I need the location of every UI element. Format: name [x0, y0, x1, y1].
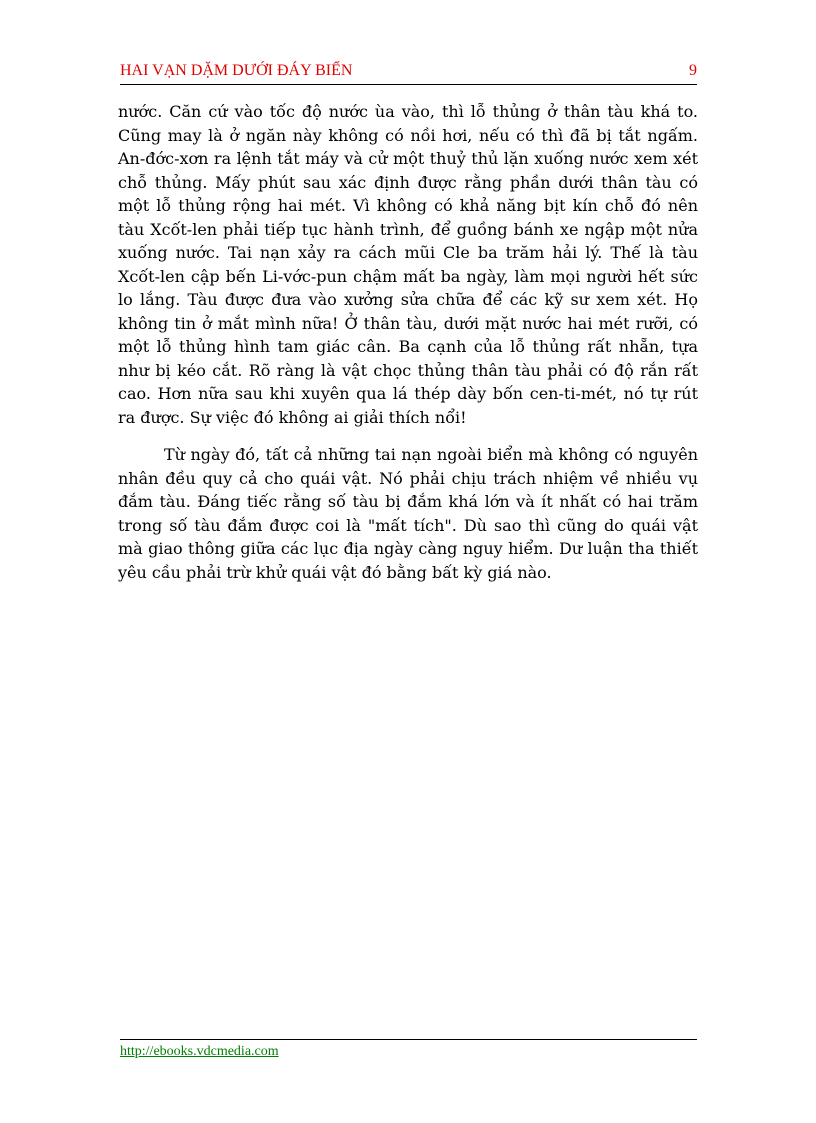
book-title: HAI VẠN DẶM DƯỚI ĐÁY BIỂN: [120, 62, 353, 79]
footer-link[interactable]: http://ebooks.vdcmedia.com: [120, 1044, 279, 1059]
paragraph-1: nước. Căn cứ vào tốc độ nước ùa vào, thì lỗ thủng ở thân tàu khá to. Cũng may là ở ngăn này không có nồi hơi, nếu có thì đã bị tắt ngấm. An-đớc-xơn ra lệnh tắt máy và cử một thuỷ thủ lặn xuống nước xem xét chỗ thủng. Mấy phút sau xác định được rằng phần dưới thân tàu có một lỗ thủng rộng hai mét. Vì không có khả năng bịt kín chỗ đó nên tàu Xcốt-len phải tiếp tục hành trình, để guồng bánh xe ngập một nửa xuống nước. Tai nạn xảy ra cách mũi Cle ba trăm hải lý. Thế là tàu Xcốt-len cập bến Li-vớc-pun chậm mất ba ngày, làm mọi người hết sức lo lắng. Tàu được đưa vào xưởng sửa chữa để các kỹ sư xem xét. Họ không tin ở mắt mình nữa! Ở thân tàu, dưới mặt nước hai mét rưỡi, có một lỗ thủng hình tam giác cân. Ba cạnh của lỗ thủng rất nhẵn, tựa như bị kéo cắt. Rõ ràng là vật chọc thủng thân tàu phải có độ rắn rất cao. Hơn nữa sau khi xuyên qua lá thép dày bốn cen-ti-mét, nó tự rút ra được. Sự việc đó không ai giải thích nổi!: [118, 102, 698, 427]
page-number: 9: [689, 62, 697, 79]
paragraph-2: Từ ngày đó, tất cả những tai nạn ngoài biển mà không có nguyên nhân đều quy cả cho quái vật. Nó phải chịu trách nhiệm về nhiều vụ đắm tàu. Đáng tiếc rằng số tàu bị đắm khá lớn và ít nhất có hai trăm trong số tàu đắm được coi là "mất tích". Dù sao thì cũng do quái vật mà giao thông giữa các lục địa ngày càng nguy hiểm. Dư luận tha thiết yêu cầu phải trừ khử quái vật đó bằng bất kỳ giá nào.: [118, 445, 698, 582]
page-header: [120, 60, 697, 85]
footer-divider: [120, 1039, 697, 1040]
page-body: [118, 100, 698, 584]
